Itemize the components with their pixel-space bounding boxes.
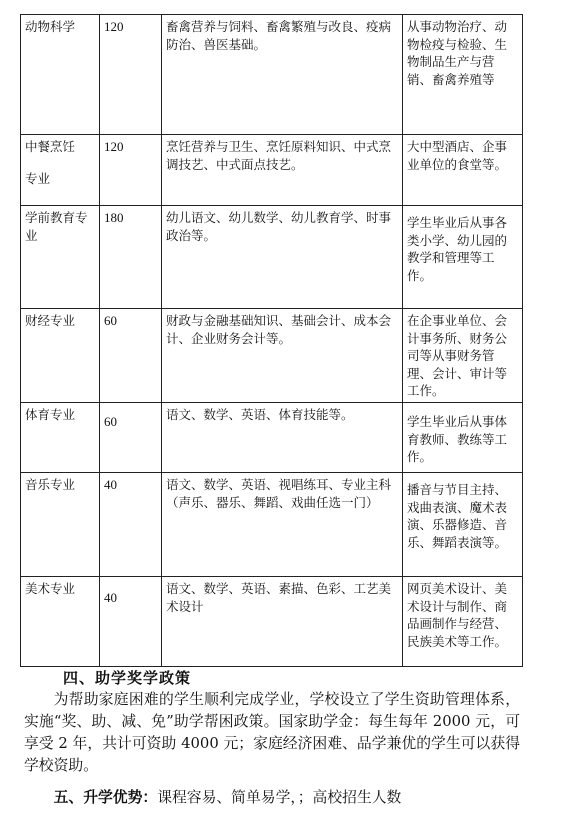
main-courses: 语文、数学、英语、体育技能等。 [162, 403, 403, 473]
career-direction: 从事动物治疗、动物检疫与检验、生物制品生产与营销、畜禽养殖等 [403, 15, 523, 135]
major-name-suffix: 专业 [25, 170, 51, 186]
enrollment-count: 120 [100, 15, 162, 135]
enrollment-count: 40 [100, 577, 162, 667]
major-name: 财经专业 [21, 309, 100, 403]
career-direction: 播音与节目主持、戏曲表演、魔术表演、乐器修造、音乐、舞蹈表演等。 [403, 473, 523, 577]
majors-table [20, 14, 523, 667]
table-row [21, 473, 523, 577]
career-direction: 网页美术设计、美术设计与制作、商品画制作与经营、民族美术等工作。 [403, 577, 523, 667]
table-row [21, 135, 523, 206]
enrollment-count: 40 [100, 473, 162, 577]
main-courses: 语文、数学、英语、素描、色彩、工艺美术设计 [162, 577, 403, 667]
major-name: 音乐专业 [21, 473, 100, 577]
table-row [21, 403, 523, 473]
major-name: 体育专业 [21, 403, 100, 473]
enrollment-count: 60 [100, 403, 162, 473]
major-name: 动物科学 [21, 15, 100, 135]
enrollment-count: 60 [100, 309, 162, 403]
advantage-text: 课程容易、简单易学，；高校招生人数 [157, 789, 402, 806]
career-direction: 在企事业单位、会计事务所、财务公司等从事财务管理、会计、审计等工作。 [403, 309, 523, 403]
table-row [21, 309, 523, 403]
enrollment-count: 180 [100, 206, 162, 309]
major-name: 美术专业 [21, 577, 100, 667]
section-title-aid-policy: 四、助学奖学政策 [63, 669, 192, 687]
major-name-cell [21, 135, 100, 206]
table-row [21, 577, 523, 667]
major-name: 学前教育专业 [21, 206, 100, 309]
advantage-paragraph [24, 787, 520, 809]
advantage-title: 五、升学优势： [53, 789, 158, 806]
table-row [21, 15, 523, 135]
main-courses: 语文、数学、英语、视唱练耳、专业主科（声乐、器乐、舞蹈、戏曲任选一门） [162, 473, 403, 577]
main-courses: 财政与金融基础知识、基础会计、成本会计、企业财务会计等。 [162, 309, 403, 403]
main-courses: 烹饪营养与卫生、烹饪原料知识、中式烹调技艺、中式面点技艺。 [162, 135, 403, 206]
main-courses: 畜禽营养与饲料、畜禽繁殖与改良、疫病防治、兽医基础。 [162, 15, 403, 135]
table-row [21, 206, 523, 309]
major-name: 中餐烹饪 [25, 139, 76, 154]
main-courses: 幼儿语文、幼儿数学、幼儿教育学、时事政治等。 [162, 206, 403, 309]
career-direction: 大中型酒店、企事业单位的食堂等。 [403, 135, 523, 206]
career-direction: 学生毕业后从事体育教师、教练等工作。 [403, 403, 523, 473]
aid-policy-paragraph: 为帮助家庭困难的学生顺利完成学业，学校设立了学生资助管理体系，实施“奖、助、减、免”助学帮困政策。国家助学金：每生每年 2000 元，可享受 2 年，共计可资助 4000 元；家庭经济困难、品学兼优的学生可以获得学校资助。 [24, 691, 520, 774]
career-direction: 学生毕业后从事各类小学、幼儿园的教学和管理等工作。 [403, 206, 523, 309]
enrollment-count: 120 [100, 135, 162, 206]
